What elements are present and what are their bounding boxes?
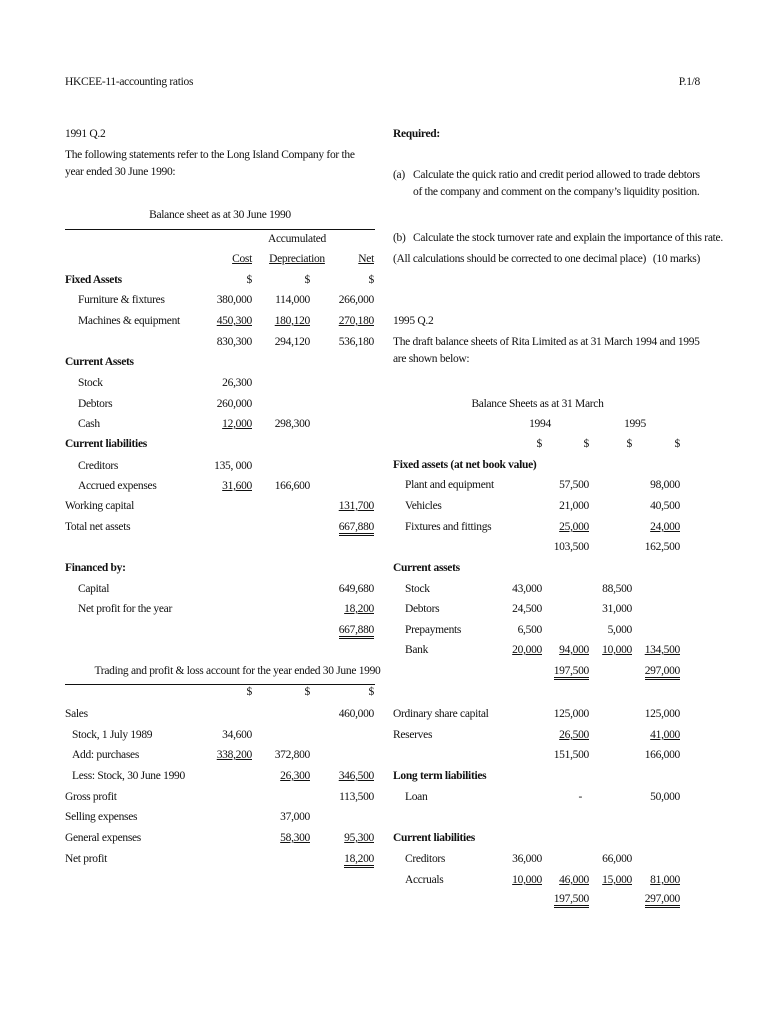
section-fixed-assets-1995: Fixed assets (at net book value) — [393, 459, 537, 471]
document-title: HKCEE-11-accounting ratios — [65, 76, 194, 88]
row-label: Selling expenses — [65, 811, 138, 823]
row-label: Debtors — [78, 398, 113, 410]
cell-value: 95,300 — [344, 832, 374, 844]
total-value: 197,500 — [554, 665, 589, 680]
cell-value: 125,000 — [644, 708, 680, 720]
cell-value: 270,180 — [338, 315, 374, 327]
row-label: Net profit — [65, 853, 108, 865]
row-label: Total net assets — [65, 521, 131, 533]
row-label: Prepayments — [405, 624, 462, 636]
year-1995: 1995 — [624, 418, 646, 430]
part-b-marker: (b) — [393, 232, 406, 244]
cell-value: 10,000 — [602, 644, 632, 656]
cell-value: 113,500 — [339, 791, 374, 803]
section-financed-by: Financed by: — [65, 562, 126, 574]
currency-symbol: $ — [674, 438, 680, 450]
row-label: Furniture & fixtures — [78, 294, 165, 306]
subtotal-value: 536,180 — [338, 336, 374, 348]
currency-symbol: $ — [368, 274, 374, 286]
row-label: Fixtures and fittings — [405, 521, 492, 533]
total-value: 667,880 — [339, 521, 374, 536]
balance-sheets-title: Balance Sheets as at 31 March — [471, 398, 604, 410]
col-header-accumulated: Accumulated — [267, 233, 326, 245]
row-label: Loan — [405, 791, 428, 803]
cell-value: - — [578, 791, 582, 803]
cell-value: 12,000 — [222, 418, 252, 430]
row-label: Stock — [78, 377, 103, 389]
question-intro-1995: The draft balance sheets of Rita Limited as at 31 March 1994 and 1995 are shown below: — [393, 336, 700, 365]
currency-symbol: $ — [583, 438, 589, 450]
row-label: Gross profit — [65, 791, 117, 803]
currency-symbol: $ — [626, 438, 632, 450]
cell-value: 26,300 — [280, 770, 310, 782]
row-label: Bank — [405, 644, 429, 656]
cell-value: 338,200 — [216, 749, 252, 761]
cell-value: 131,700 — [338, 500, 374, 512]
row-label: Machines & equipment — [78, 315, 180, 327]
required-heading: Required: — [393, 128, 440, 140]
cell-value: 34,600 — [222, 729, 252, 741]
cell-value: 21,000 — [559, 500, 589, 512]
col-header-depreciation: Depreciation — [269, 253, 325, 265]
cell-value: 20,000 — [512, 644, 542, 656]
cell-value: 180,120 — [274, 315, 310, 327]
subtotal-value: 162,500 — [644, 541, 680, 553]
question-heading-1991: 1991 Q.2 — [65, 128, 106, 140]
cell-value: 6,500 — [517, 624, 542, 636]
row-label: Reserves — [393, 729, 433, 741]
cell-value: 36,000 — [512, 853, 542, 865]
total-value: 667,880 — [339, 624, 374, 639]
currency-symbol: $ — [536, 438, 542, 450]
subtotal-value: 294,120 — [274, 336, 310, 348]
cell-value: 50,000 — [650, 791, 680, 803]
marks: (10 marks) — [652, 253, 700, 265]
section-long-term-liabilities: Long term liabilities — [393, 770, 487, 782]
cell-value: 31,600 — [222, 480, 252, 492]
balance-sheet-title: Balance sheet as at 30 June 1990 — [149, 209, 291, 221]
total-value: 297,000 — [645, 665, 680, 680]
row-label: Stock — [405, 583, 430, 595]
section-fixed-assets: Fixed Assets — [65, 274, 122, 286]
section-current-assets: Current Assets — [65, 356, 134, 368]
cell-value: 26,300 — [222, 377, 252, 389]
subtotal-value: 166,000 — [644, 749, 680, 761]
row-label: Stock, 1 July 1989 — [72, 729, 153, 741]
subtotal-value: 151,500 — [553, 749, 589, 761]
cell-value: 41,000 — [650, 729, 680, 741]
cell-value: 346,500 — [338, 770, 374, 782]
year-1994: 1994 — [529, 418, 551, 430]
cell-value: 649,680 — [338, 583, 374, 595]
col-header-cost: Cost — [232, 253, 252, 265]
col-header-net: Net — [358, 253, 374, 265]
row-label: General expenses — [65, 832, 141, 844]
cell-value: 125,000 — [553, 708, 589, 720]
row-label: Capital — [78, 583, 110, 595]
currency-symbol: $ — [304, 274, 310, 286]
cell-value: 57,500 — [559, 479, 589, 491]
row-label: Ordinary share capital — [393, 708, 489, 720]
cell-value: 460,000 — [338, 708, 374, 720]
total-value: 18,200 — [344, 853, 374, 868]
cell-value: 5,000 — [607, 624, 632, 636]
cell-value: 40,500 — [650, 500, 680, 512]
cell-value: 81,000 — [650, 874, 680, 886]
currency-symbol: $ — [246, 274, 252, 286]
cell-value: 134,500 — [644, 644, 680, 656]
subtotal-value: 166,600 — [274, 480, 310, 492]
cell-value: 135, 000 — [214, 460, 252, 472]
trading-account-title: Trading and profit & loss account for the year ended 30 June 1990 — [94, 665, 381, 677]
cell-value: 10,000 — [512, 874, 542, 886]
cell-value: 266,000 — [338, 294, 374, 306]
part-b-text: Calculate the stock turnover rate and explain the importance of this rate. — [413, 232, 723, 244]
section-current-assets-1995: Current assets — [393, 562, 460, 574]
row-label: Sales — [65, 708, 88, 720]
cell-value: 43,000 — [512, 583, 542, 595]
currency-symbol: $ — [304, 686, 310, 698]
row-label: Accruals — [405, 874, 444, 886]
cell-value: 380,000 — [216, 294, 252, 306]
table-rule — [65, 229, 375, 230]
cell-value: 450,300 — [216, 315, 252, 327]
cell-value: 260,000 — [216, 398, 252, 410]
row-label: Creditors — [78, 460, 119, 472]
subtotal-value: 298,300 — [274, 418, 310, 430]
cell-value: 18,200 — [344, 603, 374, 615]
cell-value: 26,500 — [559, 729, 589, 741]
cell-value: 24,500 — [512, 603, 542, 615]
cell-value: 88,500 — [602, 583, 632, 595]
currency-symbol: $ — [368, 686, 374, 698]
total-value: 297,000 — [645, 893, 680, 908]
table-rule — [65, 684, 375, 685]
row-label: Net profit for the year — [78, 603, 173, 615]
row-label: Debtors — [405, 603, 440, 615]
cell-value: 15,000 — [602, 874, 632, 886]
cell-value: 372,800 — [274, 749, 310, 761]
cell-value: 37,000 — [280, 811, 310, 823]
part-a-marker: (a) — [393, 169, 405, 181]
row-label: Working capital — [65, 500, 134, 512]
row-label: Creditors — [405, 853, 446, 865]
cell-value: 46,000 — [559, 874, 589, 886]
calculation-note: (All calculations should be corrected to one decimal place) — [393, 253, 647, 265]
row-label: Accrued expenses — [78, 480, 157, 492]
total-value: 197,500 — [554, 893, 589, 908]
cell-value: 58,300 — [280, 832, 310, 844]
section-current-liabilities: Current liabilities — [65, 438, 147, 450]
cell-value: 24,000 — [650, 521, 680, 533]
cell-value: 25,000 — [559, 521, 589, 533]
row-label: Plant and equipment — [405, 479, 494, 491]
row-label: Vehicles — [405, 500, 442, 512]
cell-value: 98,000 — [650, 479, 680, 491]
row-label: Cash — [78, 418, 100, 430]
cell-value: 114,000 — [275, 294, 310, 306]
cell-value: 31,000 — [602, 603, 632, 615]
question-heading-1995: 1995 Q.2 — [393, 315, 434, 327]
cell-value: 94,000 — [559, 644, 589, 656]
page-number: P.1/8 — [678, 76, 700, 88]
currency-symbol: $ — [246, 686, 252, 698]
cell-value: 66,000 — [602, 853, 632, 865]
row-label: Less: Stock, 30 June 1990 — [72, 770, 185, 782]
row-label: Add: purchases — [72, 749, 140, 761]
subtotal-value: 103,500 — [553, 541, 589, 553]
subtotal-value: 830,300 — [216, 336, 252, 348]
question-intro-1991: The following statements refer to the Long Island Company for the year ended 30 June 1990: — [65, 149, 355, 178]
section-current-liabilities-1995: Current liabilities — [393, 832, 475, 844]
part-a-text: Calculate the quick ratio and credit period allowed to trade debtors of the company and comment on the company’s liquidity position. — [413, 169, 700, 198]
